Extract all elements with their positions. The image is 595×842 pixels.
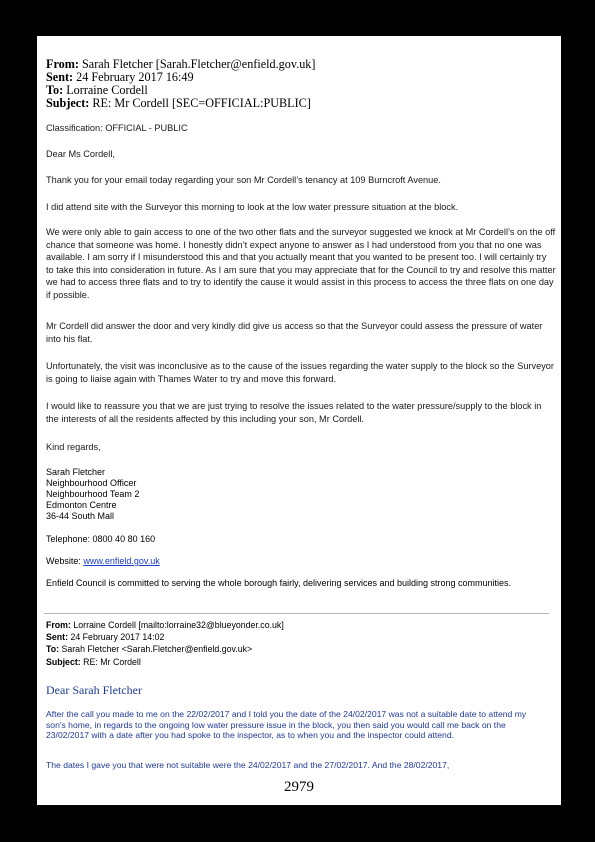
to-line: To: Lorraine Cordell	[46, 83, 148, 97]
signature-title: Neighbourhood Officer	[46, 478, 137, 488]
fwd-from-value: Lorraine Cordell [mailto:lorraine32@blueyonder.co.uk]	[73, 620, 284, 630]
closing: Kind regards,	[46, 442, 101, 452]
fwd-to-value: Sarah Fletcher <Sarah.Fletcher@enfield.gov.uk>	[61, 644, 253, 655]
divider	[44, 613, 549, 614]
classification: Classification: OFFICIAL - PUBLIC	[46, 123, 188, 133]
email-header	[46, 58, 315, 110]
fwd-sent-value: 24 February 2017 14:02	[70, 632, 165, 643]
body-paragraph: Mr Cordell did answer the door and very kindly did give us access so that the Surveyor could assess the pressure of water into his flat.	[46, 321, 543, 344]
subject-value: RE: Mr Cordell [SEC=OFFICIAL:PUBLIC]	[92, 96, 311, 110]
fwd-paragraph: The dates I gave you that were not suitable were the 24/02/2017 and the 27/02/2017. And the 28/02/2017,	[46, 760, 450, 770]
page-number: 2979	[284, 779, 314, 795]
sent-value: 24 February 2017 16:49	[76, 70, 194, 84]
to-value: Lorraine Cordell	[66, 83, 148, 97]
signature-office: Edmonton Centre	[46, 500, 117, 510]
signature-team: Neighbourhood Team 2	[46, 489, 140, 499]
body-paragraph: Thank you for your email today regarding your son Mr Cordell’s tenancy at 109 Burncroft Avenue.	[46, 175, 441, 185]
signature-address: 36-44 South Mall	[46, 511, 115, 521]
fwd-subject-value: RE: Mr Cordell	[83, 656, 141, 667]
telephone: Telephone: 0800 40 80 160	[46, 534, 156, 544]
from-line: From: Sarah Fletcher [Sarah.Fletcher@enfield.gov.uk]	[46, 57, 316, 71]
fwd-to-line: To: Sarah Fletcher <Sarah.Fletcher@enfield.gov.uk>	[46, 644, 253, 655]
sent-line: Sent: 24 February 2017 16:49	[46, 70, 194, 84]
body-paragraph: We were only able to gain access to one of the two other flats and the surveyor suggested we knock at Mr Cordell’s on the off chance that someone was home. I honestly didn’t expect anyone to answer as I had understood from you that no one was available. I am sorry if I misunderstood this and that you actually meant that you wanted to be present too. I will certainly try to take this into consideration in future. As I am sure that you may appreciate that for the Council to try and resolve this matter we had to access three flats and to try to identify the cause it would assist in this process to access the three flats on one day if possible.	[46, 227, 556, 300]
council-footer: Enfield Council is committed to serving the whole borough fairly, delivering services and building strong communities.	[46, 578, 512, 588]
signature-block	[46, 467, 556, 522]
fwd-salutation: Dear Sarah Fletcher	[46, 683, 142, 697]
fwd-subject-line: Subject: RE: Mr Cordell	[46, 656, 141, 667]
signature-name: Sarah Fletcher	[46, 467, 106, 477]
body-paragraph: Unfortunately, the visit was inconclusive as to the cause of the issues regarding the water supply to the block so the Surveyor is going to liaise again with Thames Water to try and move this forward.	[46, 361, 554, 384]
document-page	[37, 36, 561, 805]
website-line: Website: www.enfield.gov.uk	[46, 556, 160, 566]
fwd-sent-line: Sent: 24 February 2017 14:02	[46, 632, 165, 643]
salutation: Dear Ms Cordell,	[46, 149, 115, 159]
website-link[interactable]: www.enfield.gov.uk	[83, 556, 160, 566]
fwd-paragraph: After the call you made to me on the 22/02/2017 and I told you the date of the 24/02/2017 was not a suitable date to attend my son's home, in regards to the ongoing low water pressure issue in the block, you then said you would call me back on the 23/02/2017 with a date after you had spoke to the inspector, as to when you and the inspector could attend.	[46, 709, 527, 741]
from-value: Sarah Fletcher [Sarah.Fletcher@enfield.gov.uk]	[82, 57, 316, 71]
subject-line: Subject: RE: Mr Cordell [SEC=OFFICIAL:PUBLIC]	[46, 96, 311, 110]
forwarded-header	[46, 619, 284, 668]
body-paragraph: I did attend site with the Surveyor this morning to look at the low water pressure situation at the block.	[46, 202, 459, 212]
fwd-from-line: From: Lorraine Cordell [mailto:lorraine32@blueyonder.co.uk]	[46, 620, 284, 630]
body-paragraph: I would like to reassure you that we are just trying to resolve the issues related to the water pressure/supply to the block in the interests of all the residents affected by this including your son, Mr Cordell.	[46, 401, 542, 424]
